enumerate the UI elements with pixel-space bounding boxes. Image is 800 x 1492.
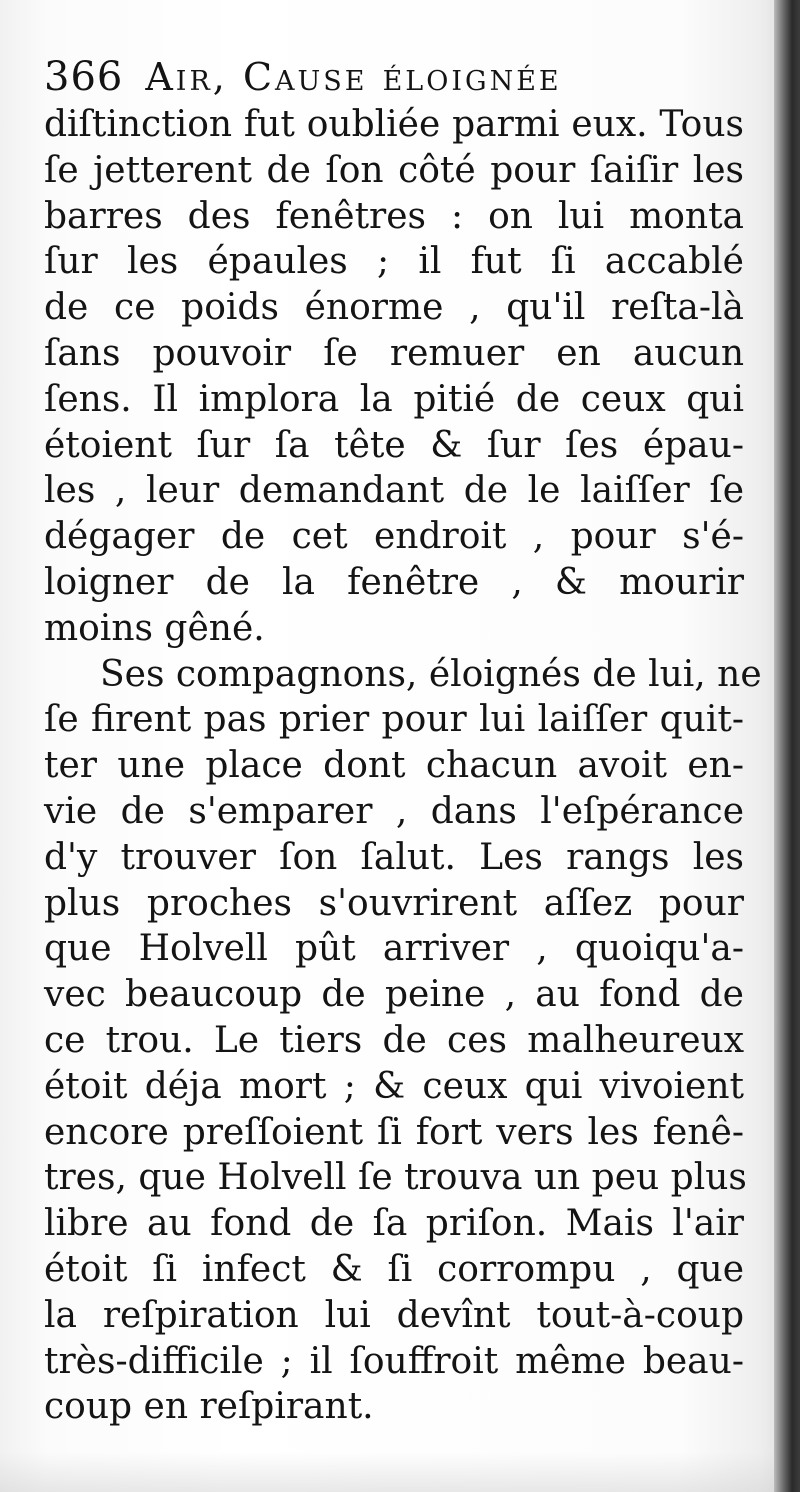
text-line: ſe firent pas prier pour lui laiſſer quit- bbox=[44, 699, 744, 741]
page-bottom-shadow bbox=[0, 1452, 800, 1492]
text-line: ſe jetterent de ſon côté pour ſaiſir les bbox=[44, 149, 744, 191]
text-line: ce trou. Le tiers de ces malheureux bbox=[44, 1019, 744, 1061]
page-header bbox=[44, 52, 744, 102]
text-line: loigner de la fenêtre , & mourir bbox=[44, 561, 744, 603]
text-line: étoient ſur ſa tête & ſur ſes épau- bbox=[44, 424, 744, 466]
text-line: très-difficile ; il ſouffroit même beau- bbox=[44, 1340, 744, 1382]
text-line: plus proches s'ouvrirent aſſez pour bbox=[44, 882, 744, 924]
text-line: tres, que Holvell ſe trouva un peu plus bbox=[44, 1157, 747, 1199]
page-number: 366 bbox=[44, 54, 124, 100]
running-title: Air, Cause éloignée bbox=[145, 55, 562, 99]
text-line: la reſpiration lui devînt tout-à-coup bbox=[44, 1294, 744, 1336]
text-line: barres des fenêtres : on lui monta bbox=[44, 195, 744, 237]
text-line: Ses compagnons, éloignés de lui, ne bbox=[100, 653, 762, 695]
text-line: que Holvell pût arriver , quoiqu'a- bbox=[44, 928, 744, 970]
paragraph bbox=[44, 102, 744, 652]
paragraph bbox=[44, 652, 762, 1431]
text-line: étoit déja mort ; & ceux qui vivoient bbox=[44, 1065, 744, 1107]
text-line: ter une place dont chacun avoit en- bbox=[44, 745, 744, 787]
text-line: moins gêné. bbox=[44, 607, 265, 649]
text-line: les , leur demandant de le laiſſer ſe bbox=[44, 470, 744, 512]
text-line: diſtinction fut oubliée parmi eux. Tous bbox=[44, 104, 744, 145]
book-binding-edge bbox=[774, 0, 800, 1492]
text-line: étoit ſi infect & ſi corrompu , que bbox=[44, 1248, 744, 1290]
text-line: encore preſſoient ſi fort vers les fenê- bbox=[44, 1111, 744, 1153]
text-line: vie de s'emparer , dans l'eſpérance bbox=[44, 790, 744, 832]
text-line: ſens. Il implora la pitié de ceux qui bbox=[44, 378, 744, 420]
text-line: ſans pouvoir ſe remuer en aucun bbox=[44, 332, 744, 374]
text-line: coup en reſpirant. bbox=[44, 1386, 374, 1428]
text-line: vec beaucoup de peine , au fond de bbox=[44, 974, 744, 1016]
text-line: ſur les épaules ; il fut ſi accablé bbox=[44, 241, 744, 283]
text-line: d'y trouver ſon ſalut. Les rangs les bbox=[44, 836, 744, 878]
text-line: dégager de cet endroit , pour s'é- bbox=[44, 516, 744, 558]
text-line: libre au fond de ſa priſon. Mais l'air bbox=[44, 1203, 744, 1245]
page-text bbox=[44, 52, 762, 1430]
text-line: de ce poids énorme , qu'il reſta-là bbox=[44, 287, 744, 329]
body-text bbox=[44, 102, 762, 1430]
